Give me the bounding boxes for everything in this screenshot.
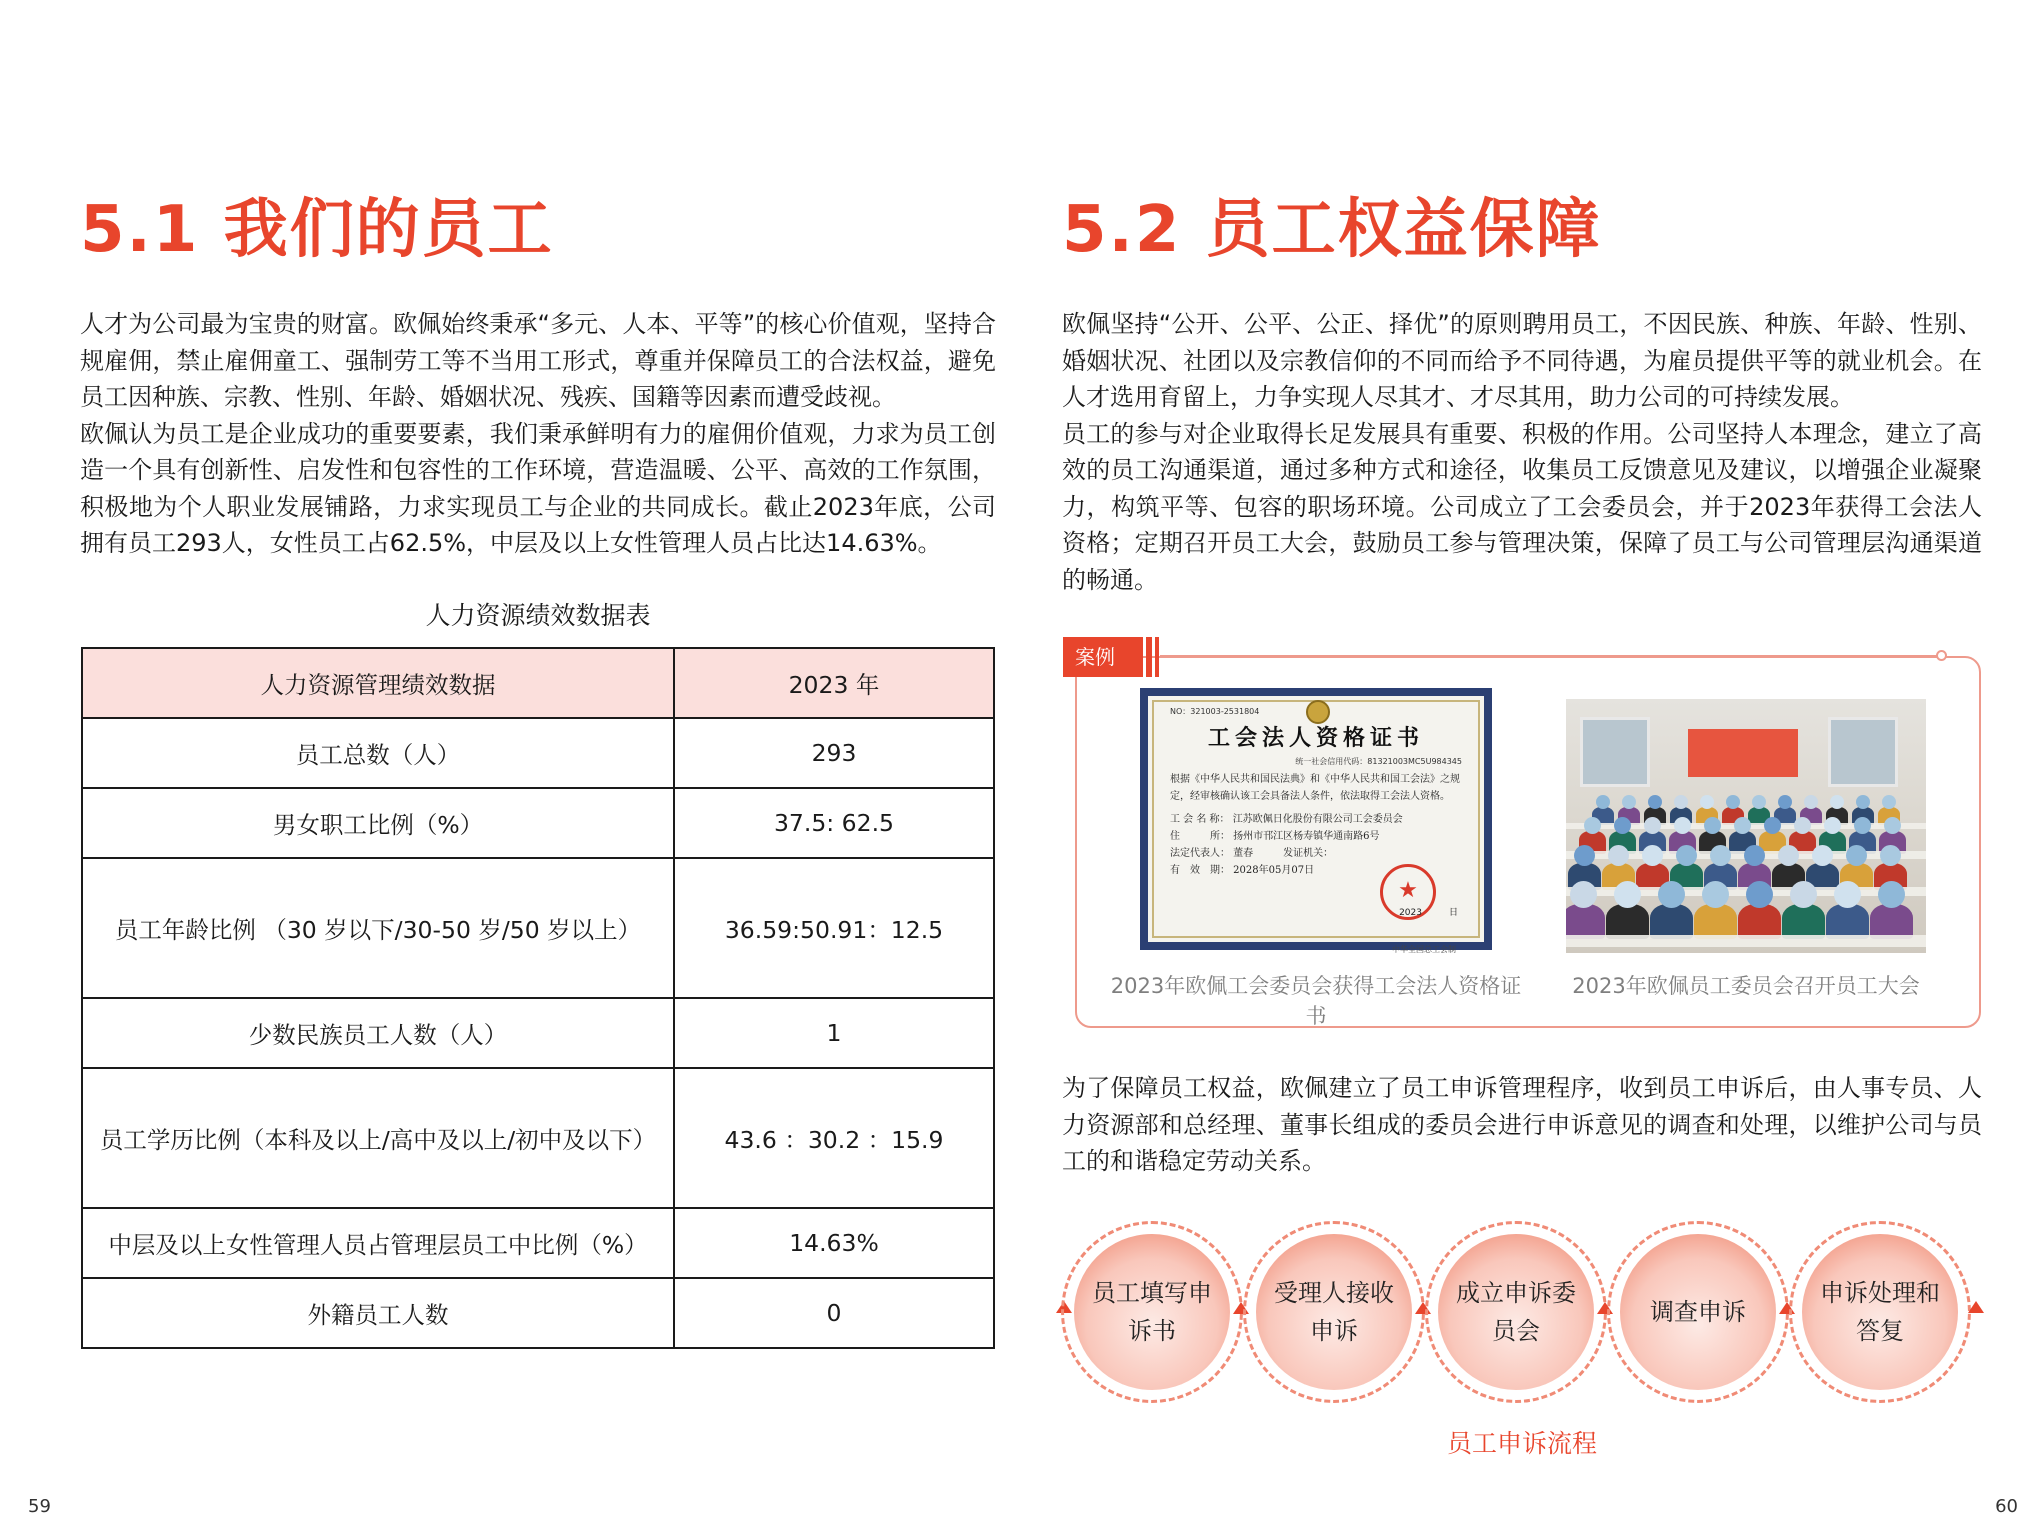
hr-performance-table: [81, 647, 995, 1349]
table-cell: 0: [674, 1278, 994, 1348]
photo-person-head: [1644, 817, 1661, 834]
section-heading-5-2: 5.2 员工权益保障: [1062, 193, 1602, 267]
photo-person-body: [1606, 904, 1649, 939]
staff-meeting-photo: [1566, 699, 1926, 953]
photo-person-head: [1746, 881, 1773, 908]
left-paragraph-1: 人才为公司最为宝贵的财富。欧佩始终秉承“多元、人本、平等”的核心价值观，坚持合规雇佣，禁止雇佣童工、强制劳工等不当用工形式，尊重并保障员工的合法权益，避免员工因种族、宗教、性别、年龄、婚姻状况、残疾、国籍等因素而遭受歧视。: [80, 310, 996, 411]
table-row: [82, 788, 994, 858]
certificate-field: 有 效 期： 2028年05月07日: [1170, 865, 1315, 876]
photo-person-body: [1566, 904, 1605, 939]
flow-step-1: 员工填写申诉书: [1074, 1234, 1230, 1390]
photo-person-head: [1622, 795, 1636, 809]
table-header-row: [82, 648, 994, 718]
table-row: [82, 718, 994, 788]
table-header-cell: 人力资源管理绩效数据: [82, 648, 674, 718]
photo-person-head: [1824, 817, 1841, 834]
photo-person-head: [1790, 881, 1817, 908]
left-body-text: [80, 306, 996, 562]
photo-person-head: [1584, 817, 1601, 834]
photo-person-head: [1812, 845, 1833, 866]
photo-person-head: [1648, 795, 1662, 809]
photo-person-head: [1854, 817, 1871, 834]
photo-person-head: [1884, 817, 1901, 834]
photo-person-head: [1596, 795, 1610, 809]
case-tag: 案例: [1063, 637, 1143, 677]
case-line-end-dot: [1936, 650, 1947, 661]
case-tag-stripe: [1155, 637, 1159, 677]
certificate-code: 统一社会信用代码：81321003MC5U984345: [1295, 757, 1462, 766]
photo-person-head: [1804, 795, 1818, 809]
certificate-field: 住 所： 扬州市邗江区杨寿镇华通南路6号: [1170, 831, 1380, 842]
table-cell: 外籍员工人数: [82, 1278, 674, 1348]
photo-person-head: [1700, 795, 1714, 809]
photo-person-head: [1704, 817, 1721, 834]
table-cell: 36.59:50.91：12.5: [674, 858, 994, 998]
table-cell: 员工年龄比例 （30 岁以下/30-50 岁/50 岁以上）: [82, 858, 674, 998]
page-number-right: 60: [1995, 1496, 2018, 1517]
table-cell: 293: [674, 718, 994, 788]
photo-caption-meeting: 2023年欧佩员工委员会召开员工大会: [1572, 974, 1920, 998]
certificate-year: 2023: [1399, 908, 1422, 918]
official-seal-icon: ★: [1380, 864, 1436, 920]
table-row: [82, 1208, 994, 1278]
flow-step-3: 成立申诉委员会: [1438, 1234, 1594, 1390]
table-row: [82, 1068, 994, 1208]
photo-person-body: [1694, 904, 1737, 939]
table-cell: 1: [674, 998, 994, 1068]
photo-person-head: [1856, 795, 1870, 809]
photo-person-body: [1826, 904, 1869, 939]
photo-person-head: [1794, 817, 1811, 834]
photo-person-head: [1642, 845, 1663, 866]
photo-person-head: [1778, 795, 1792, 809]
photo-person-head: [1658, 881, 1685, 908]
photo-window: [1580, 717, 1650, 787]
photo-person-head: [1702, 881, 1729, 908]
photo-person-head: [1614, 881, 1641, 908]
photo-person-head: [1880, 845, 1901, 866]
photo-person-head: [1710, 845, 1731, 866]
photo-person-body: [1870, 904, 1913, 939]
photo-person-head: [1574, 845, 1595, 866]
photo-person-head: [1726, 795, 1740, 809]
right-body-text: [1062, 306, 1982, 598]
photo-person-head: [1734, 817, 1751, 834]
photo-person-head: [1570, 881, 1597, 908]
table-cell: 37.5: 62.5: [674, 788, 994, 858]
table-cell: 43.6 ：30.2 ：15.9: [674, 1068, 994, 1208]
flow-step-4: 调查申诉: [1620, 1234, 1776, 1390]
photo-person-head: [1882, 795, 1896, 809]
photo-person-head: [1614, 817, 1631, 834]
table-cell: 少数民族员工人数（人）: [82, 998, 674, 1068]
photo-person-head: [1830, 795, 1844, 809]
table-cell: 14.63%: [674, 1208, 994, 1278]
photo-banner: [1688, 729, 1798, 777]
case-divider-line: [1160, 655, 1938, 657]
certificate-footer: 中华全国总工会制: [1392, 945, 1456, 954]
photo-person-body: [1650, 904, 1693, 939]
photo-person-head: [1674, 795, 1688, 809]
photo-person-head: [1608, 845, 1629, 866]
photo-desk: [1566, 935, 1926, 947]
page-number-left: 59: [28, 1496, 51, 1517]
photo-person-head: [1764, 817, 1781, 834]
complaint-paragraph: 为了保障员工权益，欧佩建立了员工申诉管理程序，收到员工申诉后，由人事专员、人力资源部和总经理、董事长组成的委员会进行申诉意见的调查和处理，以维护公司与员工的和谐稳定劳动关系。: [1062, 1074, 1982, 1175]
certificate-title: 工会法人资格证书: [1207, 725, 1424, 751]
photo-person-head: [1744, 845, 1765, 866]
table-cell: 员工总数（人）: [82, 718, 674, 788]
section-heading-5-1: 5.1 我们的员工: [80, 193, 554, 267]
table-cell: 男女职工比例（%）: [82, 788, 674, 858]
union-certificate-image: [1140, 688, 1492, 950]
photo-person-body: [1782, 904, 1825, 939]
photo-person-body: [1738, 904, 1781, 939]
flow-caption: 员工申诉流程: [1446, 1429, 1597, 1458]
flow-step-2: 受理人接收申诉: [1256, 1234, 1412, 1390]
photo-person-head: [1834, 881, 1861, 908]
right-paragraph-1: 欧佩坚持“公开、公平、公正、择优”的原则聘用员工，不因民族、种族、年龄、性别、婚姻状况、社团以及宗教信仰的不同而给予不同待遇，为雇员提供平等的就业机会。在人才选用育留上，力争实现人尽其才、才尽其用，助力公司的可持续发展。: [1062, 310, 1982, 411]
certificate-day: 日: [1448, 908, 1458, 918]
photo-window: [1828, 717, 1898, 787]
certificate-field: 工 会 名 称： 江苏欧佩日化股份有限公司工会委员会: [1170, 814, 1403, 825]
photo-person-head: [1878, 881, 1905, 908]
table-row: [82, 998, 994, 1068]
photo-person-head: [1674, 817, 1691, 834]
table-row: [82, 1278, 994, 1348]
flow-step-5: 申诉处理和答复: [1802, 1234, 1958, 1390]
table-cell: 中层及以上女性管理人员占管理层员工中比例（%）: [82, 1208, 674, 1278]
left-paragraph-2: 欧佩认为员工是企业成功的重要要素，我们秉承鲜明有力的雇佣价值观，力求为员工创造一个具有创新性、启发性和包容性的工作环境，营造温暖、公平、高效的工作氛围，积极地为个人职业发展铺路，力求实现员工与企业的共同成长。截止2023年底，公司拥有员工293人，女性员工占62.5%，中层及以上女性管理人员占比达14.63%。: [80, 419, 996, 557]
certificate-number: NO：321003-2531804: [1170, 707, 1260, 716]
photo-caption-certificate: 2023年欧佩工会委员会获得工会法人资格证书: [1110, 974, 1522, 1028]
certificate-body: 根据《中华人民共和国民法典》和《中华人民共和国工会法》之规定，经审核确认该工会具备法人条件，依法取得工会法人资格。: [1170, 774, 1460, 802]
photo-person-head: [1846, 845, 1867, 866]
union-emblem-icon: [1306, 700, 1330, 724]
flow-arrow-icon: [1968, 1301, 1984, 1313]
right-paragraph-2: 员工的参与对企业取得长足发展具有重要、积极的作用。公司坚持人本理念，建立了高效的员工沟通渠道，通过多种方式和途径，收集员工反馈意见及建议，以增强企业凝聚力，构筑平等、包容的职场环境。公司成立了工会委员会，并于2023年获得工会法人资格；定期召开员工大会，鼓励员工参与管理决策，保障了员工与公司管理层沟通渠道的畅通。: [1062, 419, 1982, 594]
table-row: [82, 858, 994, 998]
table-header-cell: 2023 年: [674, 648, 994, 718]
table-title: 人力资源绩效数据表: [425, 601, 651, 630]
photo-person-head: [1676, 845, 1697, 866]
photo-person-head: [1752, 795, 1766, 809]
photo-person-head: [1778, 845, 1799, 866]
certificate-date: [1399, 905, 1458, 918]
case-tag-stripe: [1146, 637, 1152, 677]
table-cell: 员工学历比例（本科及以上/高中及以上/初中及以下）: [82, 1068, 674, 1208]
certificate-field: 法定代表人： 董春 发证机关：: [1170, 848, 1334, 859]
